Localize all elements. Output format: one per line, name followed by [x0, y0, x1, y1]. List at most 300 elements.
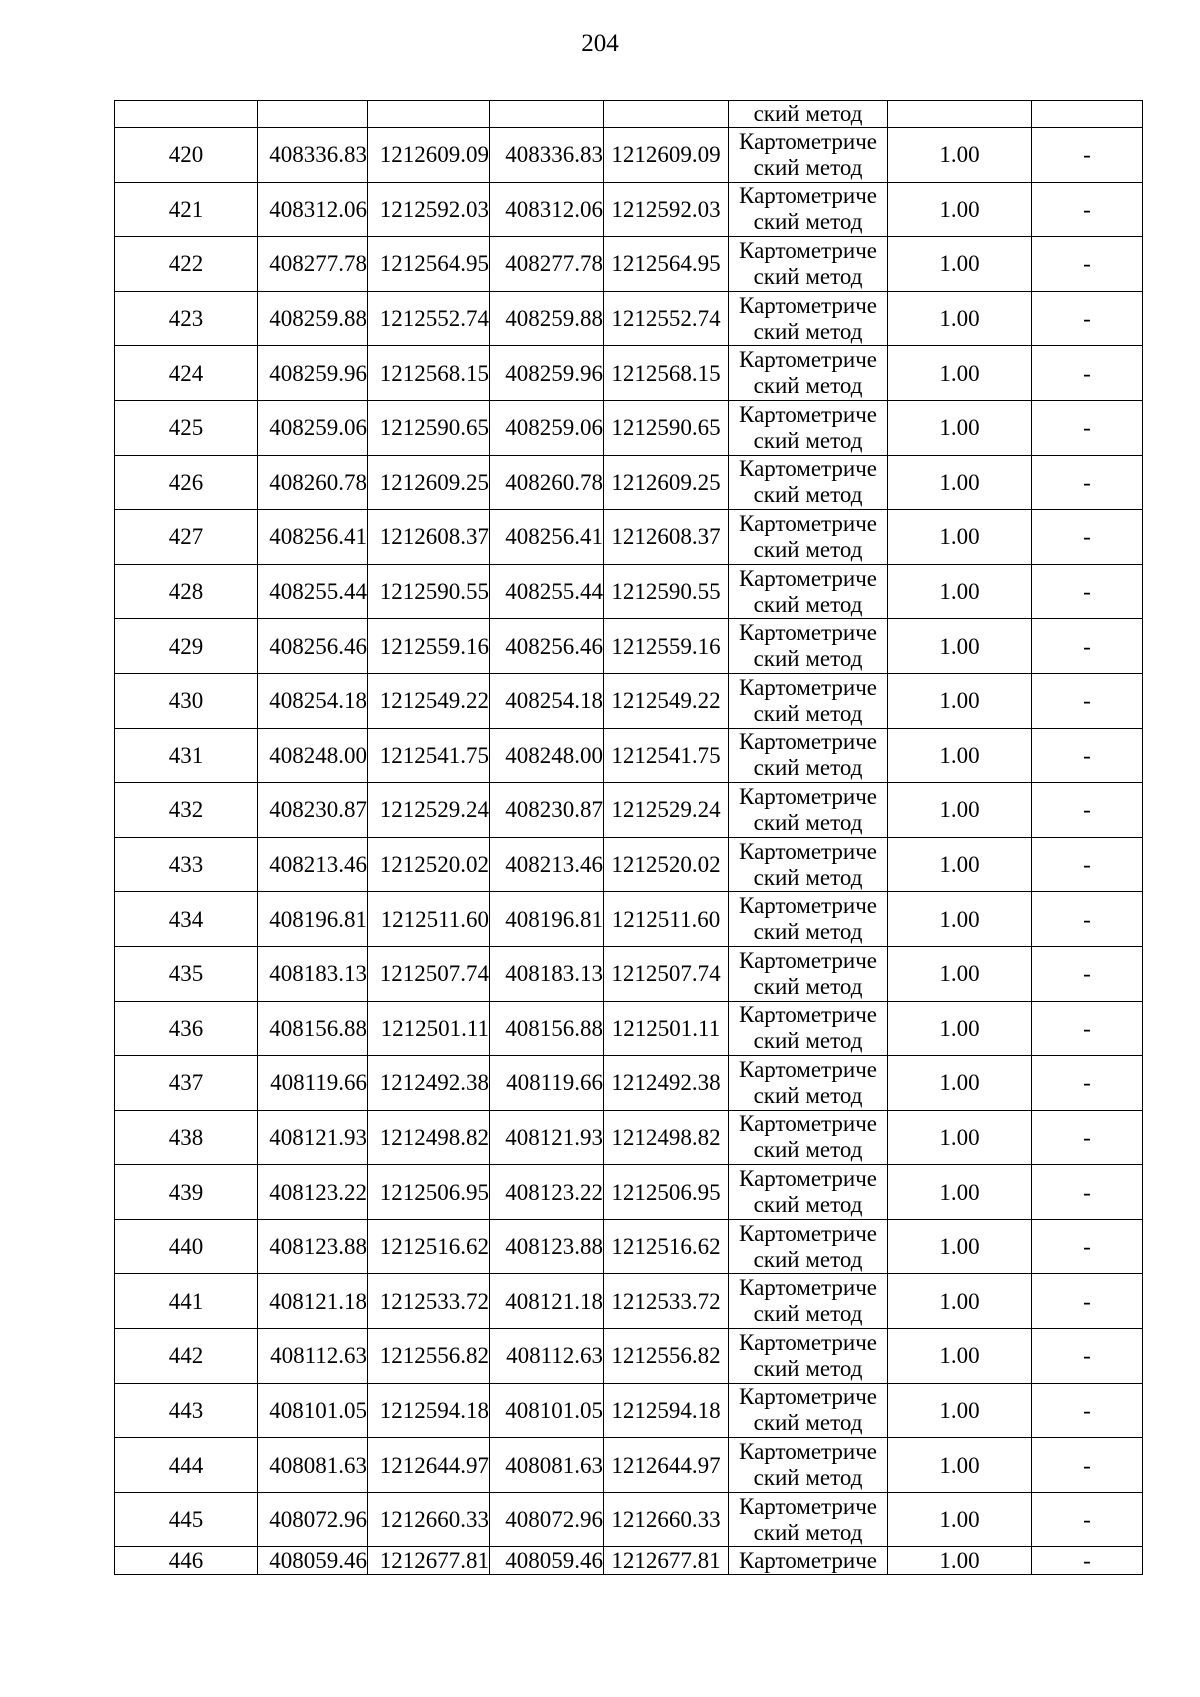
method-line-1: Картометриче [739, 838, 877, 864]
method-cell [729, 346, 888, 401]
method-cell [729, 1383, 888, 1438]
y-coordinate-repeat-cell: 1212492.38 [604, 1056, 729, 1111]
note-cell: - [1032, 455, 1143, 510]
note-cell: - [1032, 1547, 1143, 1575]
point-number-cell: 436 [115, 1001, 258, 1056]
method-cell [729, 1001, 888, 1056]
note-cell: - [1032, 291, 1143, 346]
x-coordinate-repeat-cell: 408256.41 [490, 510, 604, 565]
x-coordinate-repeat-cell: 408312.06 [490, 182, 604, 237]
x-coordinate-repeat-cell: 408256.46 [490, 619, 604, 674]
method-line-1: Картометриче [739, 347, 877, 373]
method-line-1: Картометриче [739, 456, 877, 482]
method-cell [729, 1219, 888, 1274]
x-coordinate-cell: 408256.41 [258, 510, 368, 565]
note-cell: - [1032, 237, 1143, 292]
x-coordinate-cell: 408112.63 [258, 1329, 368, 1384]
empty-cell [368, 101, 490, 128]
point-number-cell: 445 [115, 1492, 258, 1547]
y-coordinate-cell: 1212506.95 [368, 1165, 490, 1220]
y-coordinate-cell: 1212568.15 [368, 346, 490, 401]
method-line-2: ский метод [753, 1192, 863, 1218]
x-coordinate-repeat-cell: 408123.22 [490, 1165, 604, 1220]
y-coordinate-cell: 1212507.74 [368, 946, 490, 1001]
method-cell [729, 892, 888, 947]
y-coordinate-cell: 1212533.72 [368, 1274, 490, 1329]
accuracy-cell: 1.00 [888, 1383, 1032, 1438]
y-coordinate-repeat-cell: 1212498.82 [604, 1110, 729, 1165]
method-cell [729, 291, 888, 346]
point-number-cell: 423 [115, 291, 258, 346]
method-cell [729, 1110, 888, 1165]
y-coordinate-repeat-cell: 1212556.82 [604, 1329, 729, 1384]
empty-cell [1032, 101, 1143, 128]
x-coordinate-cell: 408059.46 [258, 1547, 368, 1575]
y-coordinate-repeat-cell: 1212592.03 [604, 182, 729, 237]
x-coordinate-cell: 408254.18 [258, 673, 368, 728]
method-line-1: Картометриче [739, 1493, 877, 1519]
table-row [115, 1547, 1143, 1575]
y-coordinate-repeat-cell: 1212501.11 [604, 1001, 729, 1056]
x-coordinate-repeat-cell: 408196.81 [490, 892, 604, 947]
x-coordinate-cell: 408336.83 [258, 128, 368, 183]
note-cell: - [1032, 1274, 1143, 1329]
y-coordinate-repeat-cell: 1212533.72 [604, 1274, 729, 1329]
accuracy-cell: 1.00 [888, 346, 1032, 401]
table-row [115, 728, 1143, 783]
method-line-2: ский метод [753, 864, 863, 890]
method-line-1: Картометриче [739, 1002, 877, 1028]
x-coordinate-cell: 408196.81 [258, 892, 368, 947]
note-cell: - [1032, 1219, 1143, 1274]
y-coordinate-repeat-cell: 1212608.37 [604, 510, 729, 565]
accuracy-cell: 1.00 [888, 128, 1032, 183]
method-cell [729, 1329, 888, 1384]
method-line-1: Картометриче [739, 1166, 877, 1192]
x-coordinate-cell: 408259.96 [258, 346, 368, 401]
table-row [115, 892, 1143, 947]
table-row [115, 946, 1143, 1001]
x-coordinate-cell: 408123.22 [258, 1165, 368, 1220]
x-coordinate-cell: 408260.78 [258, 455, 368, 510]
method-line-2: ский метод [753, 427, 863, 453]
note-cell: - [1032, 783, 1143, 838]
method-line-1: Картометриче [739, 565, 877, 591]
point-number-cell: 443 [115, 1383, 258, 1438]
note-cell: - [1032, 1056, 1143, 1111]
x-coordinate-cell: 408248.00 [258, 728, 368, 783]
point-number-cell: 444 [115, 1438, 258, 1493]
x-coordinate-cell: 408277.78 [258, 237, 368, 292]
accuracy-cell: 1.00 [888, 892, 1032, 947]
x-coordinate-cell: 408123.88 [258, 1219, 368, 1274]
note-cell: - [1032, 128, 1143, 183]
method-cell [729, 673, 888, 728]
method-line-1: Картометриче [739, 1275, 877, 1301]
method-line-1: Картометриче [739, 510, 877, 536]
method-line-1: Картометриче [739, 729, 877, 755]
method-line-2: ский метод [753, 919, 863, 945]
note-cell: - [1032, 1438, 1143, 1493]
y-coordinate-cell: 1212608.37 [368, 510, 490, 565]
method-line-1: Картометриче [739, 1384, 877, 1410]
continuation-row [115, 101, 1143, 128]
method-line-2: ский метод [753, 1410, 863, 1436]
accuracy-cell: 1.00 [888, 182, 1032, 237]
accuracy-cell: 1.00 [888, 510, 1032, 565]
method-line-1: Картометриче [739, 183, 877, 209]
table-row [115, 1165, 1143, 1220]
y-coordinate-repeat-cell: 1212564.95 [604, 237, 729, 292]
x-coordinate-repeat-cell: 408277.78 [490, 237, 604, 292]
accuracy-cell: 1.00 [888, 1547, 1032, 1575]
table-row [115, 1329, 1143, 1384]
y-coordinate-cell: 1212594.18 [368, 1383, 490, 1438]
y-coordinate-cell: 1212644.97 [368, 1438, 490, 1493]
table-row [115, 1492, 1143, 1547]
y-coordinate-repeat-cell: 1212549.22 [604, 673, 729, 728]
y-coordinate-cell: 1212590.65 [368, 400, 490, 455]
y-coordinate-cell: 1212541.75 [368, 728, 490, 783]
method-line-2: ский метод [753, 318, 863, 344]
note-cell: - [1032, 837, 1143, 892]
point-number-cell: 429 [115, 619, 258, 674]
method-cell [729, 783, 888, 838]
table-body [115, 101, 1143, 1575]
point-number-cell: 420 [115, 128, 258, 183]
note-cell: - [1032, 1492, 1143, 1547]
point-number-cell: 427 [115, 510, 258, 565]
accuracy-cell: 1.00 [888, 400, 1032, 455]
x-coordinate-cell: 408081.63 [258, 1438, 368, 1493]
empty-cell [115, 101, 258, 128]
x-coordinate-cell: 408312.06 [258, 182, 368, 237]
table-row [115, 564, 1143, 619]
table-row [115, 1001, 1143, 1056]
x-coordinate-repeat-cell: 408059.46 [490, 1547, 604, 1575]
y-coordinate-cell: 1212549.22 [368, 673, 490, 728]
x-coordinate-cell: 408255.44 [258, 564, 368, 619]
x-coordinate-repeat-cell: 408230.87 [490, 783, 604, 838]
x-coordinate-cell: 408072.96 [258, 1492, 368, 1547]
note-cell: - [1032, 564, 1143, 619]
method-line-1: Картометриче [739, 1056, 877, 1082]
table-row [115, 291, 1143, 346]
x-coordinate-repeat-cell: 408259.88 [490, 291, 604, 346]
method-line-1: Картометриче [739, 1220, 877, 1246]
y-coordinate-repeat-cell: 1212507.74 [604, 946, 729, 1001]
y-coordinate-repeat-cell: 1212559.16 [604, 619, 729, 674]
method-cell [729, 837, 888, 892]
empty-cell [258, 101, 368, 128]
accuracy-cell: 1.00 [888, 837, 1032, 892]
table-row [115, 455, 1143, 510]
method-line-2: ский метод [753, 591, 863, 617]
method-cell [729, 455, 888, 510]
y-coordinate-cell: 1212609.25 [368, 455, 490, 510]
point-number-cell: 441 [115, 1274, 258, 1329]
table-row [115, 237, 1143, 292]
note-cell: - [1032, 510, 1143, 565]
method-line-1: Картометриче [739, 620, 877, 646]
y-coordinate-repeat-cell: 1212529.24 [604, 783, 729, 838]
x-coordinate-cell: 408256.46 [258, 619, 368, 674]
y-coordinate-repeat-cell: 1212590.55 [604, 564, 729, 619]
point-number-cell: 428 [115, 564, 258, 619]
method-line-1: Картометриче [739, 1439, 877, 1465]
method-cell [729, 400, 888, 455]
y-coordinate-cell: 1212552.74 [368, 291, 490, 346]
point-number-cell: 435 [115, 946, 258, 1001]
x-coordinate-repeat-cell: 408213.46 [490, 837, 604, 892]
note-cell: - [1032, 1110, 1143, 1165]
method-line-2: ский метод [753, 700, 863, 726]
method-line-2: ский метод [753, 1519, 863, 1545]
x-coordinate-repeat-cell: 408336.83 [490, 128, 604, 183]
x-coordinate-repeat-cell: 408254.18 [490, 673, 604, 728]
x-coordinate-cell: 408121.93 [258, 1110, 368, 1165]
point-number-cell: 431 [115, 728, 258, 783]
point-number-cell: 430 [115, 673, 258, 728]
y-coordinate-repeat-cell: 1212506.95 [604, 1165, 729, 1220]
table-row [115, 128, 1143, 183]
x-coordinate-repeat-cell: 408121.93 [490, 1110, 604, 1165]
method-line-2: ский метод [753, 1137, 863, 1163]
note-cell: - [1032, 892, 1143, 947]
note-cell: - [1032, 619, 1143, 674]
y-coordinate-repeat-cell: 1212660.33 [604, 1492, 729, 1547]
method-line-2: ский метод [753, 1246, 863, 1272]
y-coordinate-repeat-cell: 1212594.18 [604, 1383, 729, 1438]
x-coordinate-repeat-cell: 408081.63 [490, 1438, 604, 1493]
coordinates-table [114, 100, 1143, 1575]
point-number-cell: 439 [115, 1165, 258, 1220]
table-row [115, 346, 1143, 401]
page-number: 204 [581, 30, 619, 57]
method-line-2: ский метод [753, 209, 863, 235]
y-coordinate-repeat-cell: 1212516.62 [604, 1219, 729, 1274]
accuracy-cell: 1.00 [888, 673, 1032, 728]
method-cell [729, 128, 888, 183]
table-row [115, 1274, 1143, 1329]
method-line-1: Картометриче [739, 237, 877, 263]
y-coordinate-repeat-cell: 1212520.02 [604, 837, 729, 892]
table-row [115, 400, 1143, 455]
point-number-cell: 440 [115, 1219, 258, 1274]
y-coordinate-cell: 1212677.81 [368, 1547, 490, 1575]
method-line-2: ский метод [753, 973, 863, 999]
empty-cell [490, 101, 604, 128]
method-cell [729, 1056, 888, 1111]
y-coordinate-repeat-cell: 1212568.15 [604, 346, 729, 401]
x-coordinate-repeat-cell: 408183.13 [490, 946, 604, 1001]
accuracy-cell: 1.00 [888, 1492, 1032, 1547]
accuracy-cell: 1.00 [888, 1329, 1032, 1384]
method-line-2: ский метод [753, 646, 863, 672]
accuracy-cell: 1.00 [888, 728, 1032, 783]
y-coordinate-repeat-cell: 1212511.60 [604, 892, 729, 947]
note-cell: - [1032, 346, 1143, 401]
point-number-cell: 446 [115, 1547, 258, 1575]
point-number-cell: 432 [115, 783, 258, 838]
x-coordinate-repeat-cell: 408156.88 [490, 1001, 604, 1056]
point-number-cell: 442 [115, 1329, 258, 1384]
method-line-2: ский метод [753, 809, 863, 835]
y-coordinate-repeat-cell: 1212609.25 [604, 455, 729, 510]
table-row [115, 1110, 1143, 1165]
x-coordinate-repeat-cell: 408123.88 [490, 1219, 604, 1274]
y-coordinate-cell: 1212520.02 [368, 837, 490, 892]
x-coordinate-cell: 408121.18 [258, 1274, 368, 1329]
x-coordinate-repeat-cell: 408248.00 [490, 728, 604, 783]
y-coordinate-cell: 1212556.82 [368, 1329, 490, 1384]
table-row [115, 1438, 1143, 1493]
note-cell: - [1032, 1165, 1143, 1220]
method-cell [729, 237, 888, 292]
y-coordinate-cell: 1212592.03 [368, 182, 490, 237]
x-coordinate-repeat-cell: 408259.96 [490, 346, 604, 401]
accuracy-cell: 1.00 [888, 1001, 1032, 1056]
accuracy-cell: 1.00 [888, 1110, 1032, 1165]
y-coordinate-cell: 1212660.33 [368, 1492, 490, 1547]
y-coordinate-cell: 1212590.55 [368, 564, 490, 619]
x-coordinate-repeat-cell: 408255.44 [490, 564, 604, 619]
accuracy-cell: 1.00 [888, 1438, 1032, 1493]
method-cell [729, 728, 888, 783]
accuracy-cell: 1.00 [888, 455, 1032, 510]
y-coordinate-cell: 1212498.82 [368, 1110, 490, 1165]
point-number-cell: 424 [115, 346, 258, 401]
y-coordinate-repeat-cell: 1212609.09 [604, 128, 729, 183]
point-number-cell: 425 [115, 400, 258, 455]
y-coordinate-cell: 1212564.95 [368, 237, 490, 292]
table-row [115, 619, 1143, 674]
method-line-1: Картометриче [739, 1329, 877, 1355]
method-line-2: ский метод [753, 154, 863, 180]
note-cell: - [1032, 1329, 1143, 1384]
x-coordinate-repeat-cell: 408260.78 [490, 455, 604, 510]
method-cell [729, 946, 888, 1001]
method-line-1: Картометриче [739, 893, 877, 919]
y-coordinate-repeat-cell: 1212677.81 [604, 1547, 729, 1575]
y-coordinate-repeat-cell: 1212552.74 [604, 291, 729, 346]
method-line-1: Картометриче [739, 128, 877, 154]
method-line-1: Картометриче [739, 947, 877, 973]
note-cell: - [1032, 1001, 1143, 1056]
x-coordinate-cell: 408230.87 [258, 783, 368, 838]
accuracy-cell: 1.00 [888, 619, 1032, 674]
x-coordinate-repeat-cell: 408101.05 [490, 1383, 604, 1438]
accuracy-cell: 1.00 [888, 237, 1032, 292]
method-line-2: ский метод [753, 755, 863, 781]
method-cell [729, 1492, 888, 1547]
method-cell [729, 564, 888, 619]
accuracy-cell: 1.00 [888, 291, 1032, 346]
method-line-2: ский метод [753, 482, 863, 508]
continuation-method-cell: ский метод [729, 101, 888, 128]
method-line-1: Картометриче [739, 674, 877, 700]
note-cell: - [1032, 946, 1143, 1001]
method-cell [729, 1438, 888, 1493]
method-line-2: ский метод [753, 1465, 863, 1491]
table-row [115, 1383, 1143, 1438]
empty-cell [888, 101, 1032, 128]
x-coordinate-cell: 408259.06 [258, 400, 368, 455]
point-number-cell: 438 [115, 1110, 258, 1165]
method-cell [729, 1274, 888, 1329]
table-row [115, 510, 1143, 565]
point-number-cell: 422 [115, 237, 258, 292]
method-line-2: ский метод [753, 263, 863, 289]
note-cell: - [1032, 182, 1143, 237]
accuracy-cell: 1.00 [888, 1219, 1032, 1274]
method-line-1: Картометриче [739, 783, 877, 809]
table-row [115, 1219, 1143, 1274]
accuracy-cell: 1.00 [888, 1056, 1032, 1111]
method-line-1: Картометриче [739, 1111, 877, 1137]
accuracy-cell: 1.00 [888, 1165, 1032, 1220]
accuracy-cell: 1.00 [888, 946, 1032, 1001]
note-cell: - [1032, 673, 1143, 728]
x-coordinate-cell: 408213.46 [258, 837, 368, 892]
table-row [115, 1056, 1143, 1111]
accuracy-cell: 1.00 [888, 783, 1032, 838]
method-cell [729, 619, 888, 674]
x-coordinate-cell: 408183.13 [258, 946, 368, 1001]
y-coordinate-repeat-cell: 1212590.65 [604, 400, 729, 455]
method-line-2: ский метод [753, 1028, 863, 1054]
x-coordinate-cell: 408156.88 [258, 1001, 368, 1056]
method-cell [729, 182, 888, 237]
method-line-2: ский метод [753, 1355, 863, 1381]
method-line-1: Картометриче [739, 292, 877, 318]
point-number-cell: 437 [115, 1056, 258, 1111]
x-coordinate-repeat-cell: 408112.63 [490, 1329, 604, 1384]
method-line-2: ский метод [753, 1082, 863, 1108]
method-cell [729, 1165, 888, 1220]
accuracy-cell: 1.00 [888, 1274, 1032, 1329]
point-number-cell: 421 [115, 182, 258, 237]
x-coordinate-repeat-cell: 408259.06 [490, 400, 604, 455]
method-cell: Картометриче [729, 1547, 888, 1575]
method-line-2: ский метод [753, 373, 863, 399]
y-coordinate-cell: 1212501.11 [368, 1001, 490, 1056]
x-coordinate-cell: 408101.05 [258, 1383, 368, 1438]
method-line-1: Картометриче [739, 401, 877, 427]
x-coordinate-repeat-cell: 408119.66 [490, 1056, 604, 1111]
y-coordinate-repeat-cell: 1212644.97 [604, 1438, 729, 1493]
method-cell [729, 510, 888, 565]
table-row [115, 673, 1143, 728]
x-coordinate-repeat-cell: 408072.96 [490, 1492, 604, 1547]
x-coordinate-cell: 408259.88 [258, 291, 368, 346]
y-coordinate-repeat-cell: 1212541.75 [604, 728, 729, 783]
empty-cell [604, 101, 729, 128]
x-coordinate-repeat-cell: 408121.18 [490, 1274, 604, 1329]
y-coordinate-cell: 1212609.09 [368, 128, 490, 183]
method-line-2: ский метод [753, 536, 863, 562]
accuracy-cell: 1.00 [888, 564, 1032, 619]
point-number-cell: 426 [115, 455, 258, 510]
y-coordinate-cell: 1212516.62 [368, 1219, 490, 1274]
y-coordinate-cell: 1212492.38 [368, 1056, 490, 1111]
y-coordinate-cell: 1212559.16 [368, 619, 490, 674]
y-coordinate-cell: 1212529.24 [368, 783, 490, 838]
point-number-cell: 433 [115, 837, 258, 892]
y-coordinate-cell: 1212511.60 [368, 892, 490, 947]
note-cell: - [1032, 1383, 1143, 1438]
table-row [115, 182, 1143, 237]
